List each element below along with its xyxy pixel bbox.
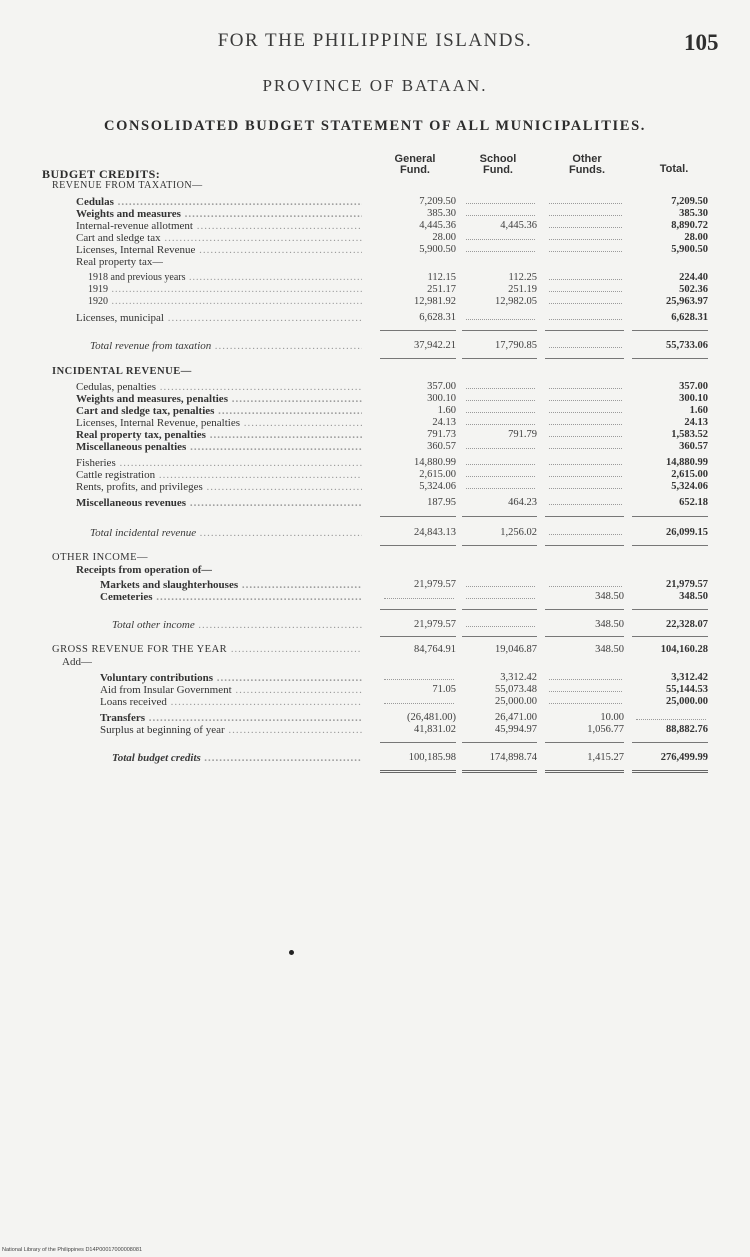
cell-total: 360.57 bbox=[679, 441, 708, 452]
row-label: Real property tax— bbox=[76, 256, 164, 268]
cell-other: 348.50 bbox=[595, 591, 624, 602]
row-label: Loans received ..... bbox=[100, 696, 362, 708]
row-label: Cemeteries ..... bbox=[100, 591, 362, 603]
cell-general: 300.10 bbox=[427, 393, 456, 404]
grand-total-rule bbox=[462, 770, 537, 773]
cell-total: 5,324.06 bbox=[671, 481, 708, 492]
total-rule bbox=[545, 358, 624, 359]
row-label: Total other income ..... bbox=[112, 619, 362, 631]
total-rule bbox=[545, 636, 624, 637]
row-label: Licenses, Internal Revenue ..... bbox=[76, 244, 362, 256]
table-row bbox=[0, 696, 750, 708]
cell-general: 5,900.50 bbox=[419, 244, 456, 255]
table-row bbox=[0, 312, 750, 324]
row-label: GROSS REVENUE FOR THE YEAR ..... bbox=[52, 644, 362, 656]
section-label: Receipts from operation of— bbox=[76, 564, 213, 576]
total-rule bbox=[632, 636, 708, 637]
subsection-receipts bbox=[0, 564, 750, 576]
cell-general: 28.00 bbox=[432, 232, 456, 243]
row-label: Total incidental revenue ..... bbox=[90, 527, 362, 539]
cell-total: 276,499.99 bbox=[660, 752, 708, 763]
col-head-other-funds: Other Funds. bbox=[568, 153, 606, 176]
table-row bbox=[0, 272, 750, 284]
table-row bbox=[0, 457, 750, 469]
row-label: Miscellaneous revenues ..... bbox=[76, 497, 362, 509]
row-label: Cedulas ..... bbox=[76, 196, 362, 208]
total-rule bbox=[632, 358, 708, 359]
cell-school: 4,445.36 bbox=[500, 220, 537, 231]
cell-total: 88,882.76 bbox=[666, 724, 708, 735]
cell-school: 3,312.42 bbox=[500, 672, 537, 683]
row-label: Real property tax, penalties ..... bbox=[76, 429, 362, 441]
table-row bbox=[0, 684, 750, 696]
row-label: Markets and slaughterhouses ..... bbox=[100, 579, 362, 591]
scan-footer: National Library of the Philippines D14P00017000008081 bbox=[2, 1247, 143, 1253]
running-head: FOR THE PHILIPPINE ISLANDS. bbox=[217, 30, 533, 51]
cell-total: 26,099.15 bbox=[666, 527, 708, 538]
cell-general: 14,880.99 bbox=[414, 457, 456, 468]
cell-school: 45,994.97 bbox=[495, 724, 537, 735]
cell-total: 28.00 bbox=[684, 232, 708, 243]
cell-total: 502.36 bbox=[679, 284, 708, 295]
cell-total: 3,312.42 bbox=[671, 672, 708, 683]
cell-general: 791.73 bbox=[427, 429, 456, 440]
cell-school: 251.19 bbox=[508, 284, 537, 295]
cell-total: 21,979.57 bbox=[666, 579, 708, 590]
cell-total: 25,963.97 bbox=[666, 296, 708, 307]
table-row bbox=[0, 405, 750, 417]
table-row bbox=[0, 381, 750, 393]
table-row bbox=[0, 417, 750, 429]
total-rule bbox=[380, 636, 456, 637]
table-row bbox=[0, 296, 750, 308]
cell-general: 37,942.21 bbox=[414, 340, 456, 351]
cell-school: 12,982.05 bbox=[495, 296, 537, 307]
cell-total: 300.10 bbox=[679, 393, 708, 404]
cell-total: 24.13 bbox=[684, 417, 708, 428]
cell-other: 10.00 bbox=[600, 712, 624, 723]
table-row bbox=[0, 429, 750, 441]
cell-total: 14,880.99 bbox=[666, 457, 708, 468]
subtotal-rule bbox=[380, 609, 456, 610]
table-row bbox=[0, 497, 750, 509]
cell-total: 25,000.00 bbox=[666, 696, 708, 707]
cell-other: 1,415.27 bbox=[587, 752, 624, 763]
row-label: Cart and sledge tax ..... bbox=[76, 232, 362, 244]
section-budget-credits: BUDGET CREDITS: bbox=[42, 167, 161, 181]
row-label: Aid from Insular Government ..... bbox=[100, 684, 362, 696]
cell-general: 1.60 bbox=[437, 405, 456, 416]
subtotal-rule bbox=[380, 330, 456, 331]
table-row bbox=[0, 393, 750, 405]
statement-title: CONSOLIDATED BUDGET STATEMENT OF ALL MUNICIPALITIES. bbox=[104, 118, 646, 134]
cell-school: 112.25 bbox=[508, 272, 537, 283]
row-label: Cattle registration ..... bbox=[76, 469, 362, 481]
subtotal-rule bbox=[545, 516, 624, 517]
cell-total: 7,209.50 bbox=[671, 196, 708, 207]
page-number: 105 bbox=[684, 30, 719, 55]
section-label: INCIDENTAL REVENUE— bbox=[52, 366, 192, 377]
table-row bbox=[0, 672, 750, 684]
cell-school: 1,256.02 bbox=[500, 527, 537, 538]
section-label: REVENUE FROM TAXATION— bbox=[52, 180, 203, 191]
cell-school: 174,898.74 bbox=[489, 752, 537, 763]
cell-general: 7,209.50 bbox=[419, 196, 456, 207]
grand-total-rule bbox=[632, 770, 708, 773]
table-row bbox=[0, 284, 750, 296]
cell-other: 348.50 bbox=[595, 644, 624, 655]
section-add bbox=[0, 656, 750, 668]
table-row bbox=[0, 244, 750, 256]
cell-total: 348.50 bbox=[679, 591, 708, 602]
row-label: Licenses, Internal Revenue, penalties ..... bbox=[76, 417, 362, 429]
subtotal-rule bbox=[632, 330, 708, 331]
row-label: Total budget credits ..... bbox=[112, 752, 362, 764]
cell-total: 104,160.28 bbox=[660, 644, 708, 655]
cell-total: 55,733.06 bbox=[666, 340, 708, 351]
cell-general: 385.30 bbox=[427, 208, 456, 219]
subtotal-rule bbox=[632, 516, 708, 517]
row-label: Cart and sledge tax, penalties ..... bbox=[76, 405, 362, 417]
total-row bbox=[0, 340, 750, 352]
cell-total: 22,328.07 bbox=[666, 619, 708, 630]
total-rule bbox=[462, 545, 537, 546]
cell-general: 360.57 bbox=[427, 441, 456, 452]
cell-general: 187.95 bbox=[427, 497, 456, 508]
col-head-total: Total. bbox=[659, 163, 689, 175]
total-rule bbox=[462, 358, 537, 359]
cell-school: 17,790.85 bbox=[495, 340, 537, 351]
cell-general: 251.17 bbox=[427, 284, 456, 295]
cell-general: 71.05 bbox=[432, 684, 456, 695]
row-label: Internal-revenue allotment ..... bbox=[76, 220, 362, 232]
grand-total-row bbox=[0, 752, 750, 764]
cell-total: 357.00 bbox=[679, 381, 708, 392]
cell-general: 6,628.31 bbox=[419, 312, 456, 323]
cell-general: 5,324.06 bbox=[419, 481, 456, 492]
table-row bbox=[0, 232, 750, 244]
subtotal-rule bbox=[380, 742, 456, 743]
grand-total-rule bbox=[545, 770, 624, 773]
row-label: Voluntary contributions ..... bbox=[100, 672, 362, 684]
subtotal-rule bbox=[545, 330, 624, 331]
row-label: Licenses, municipal ..... bbox=[76, 312, 362, 324]
table-row bbox=[0, 591, 750, 603]
section-revenue-taxation bbox=[0, 180, 750, 192]
cell-school: 26,471.00 bbox=[495, 712, 537, 723]
table-row bbox=[0, 579, 750, 591]
cell-general: 357.00 bbox=[427, 381, 456, 392]
cell-general: 112.15 bbox=[427, 272, 456, 283]
cell-general: 24,843.13 bbox=[414, 527, 456, 538]
row-label: 1918 and previous years ..... bbox=[88, 272, 362, 284]
cell-other: 348.50 bbox=[595, 619, 624, 630]
grand-total-rule bbox=[380, 770, 456, 773]
subtotal-rule bbox=[462, 742, 537, 743]
cell-school: 55,073.48 bbox=[495, 684, 537, 695]
total-rule bbox=[632, 545, 708, 546]
table-row bbox=[0, 208, 750, 220]
cell-total: 5,900.50 bbox=[671, 244, 708, 255]
subtotal-rule bbox=[632, 609, 708, 610]
cell-total: 55,144.53 bbox=[666, 684, 708, 695]
cell-total: 8,890.72 bbox=[671, 220, 708, 231]
table-row bbox=[0, 441, 750, 453]
cell-total: 224.40 bbox=[679, 272, 708, 283]
gross-revenue-row bbox=[0, 644, 750, 656]
row-label: 1920 ..... bbox=[88, 296, 362, 308]
section-other-income bbox=[0, 552, 750, 564]
total-rule bbox=[380, 545, 456, 546]
table-row bbox=[0, 469, 750, 481]
subtotal-rule bbox=[545, 742, 624, 743]
table-row bbox=[0, 196, 750, 208]
row-label: Cedulas, penalties ..... bbox=[76, 381, 362, 393]
row-label: 1919 ..... bbox=[88, 284, 362, 296]
subtotal-rule bbox=[462, 609, 537, 610]
row-label: Weights and measures ..... bbox=[76, 208, 362, 220]
cell-general: 12,981.92 bbox=[414, 296, 456, 307]
cell-total: 1,583.52 bbox=[671, 429, 708, 440]
cell-school: 25,000.00 bbox=[495, 696, 537, 707]
section-label: Add— bbox=[62, 656, 92, 668]
cell-total: 652.18 bbox=[679, 497, 708, 508]
cell-total: 385.30 bbox=[679, 208, 708, 219]
row-label: Surplus at beginning of year ..... bbox=[100, 724, 362, 736]
cell-general: 100,185.98 bbox=[408, 752, 456, 763]
cell-total: 1.60 bbox=[689, 405, 708, 416]
cell-general: 41,831.02 bbox=[414, 724, 456, 735]
cell-school: 19,046.87 bbox=[495, 644, 537, 655]
row-label: Transfers ..... bbox=[100, 712, 362, 724]
cell-general: 4,445.36 bbox=[419, 220, 456, 231]
table-row bbox=[0, 712, 750, 724]
total-rule bbox=[462, 636, 537, 637]
ink-speck bbox=[289, 950, 294, 955]
table-row bbox=[0, 724, 750, 736]
subtotal-rule bbox=[462, 516, 537, 517]
section-label: OTHER INCOME— bbox=[52, 552, 149, 563]
subtotal-rule bbox=[380, 516, 456, 517]
row-label: Rents, profits, and privileges ..... bbox=[76, 481, 362, 493]
row-label: Total revenue from taxation ..... bbox=[90, 340, 362, 352]
cell-school: 464.23 bbox=[508, 497, 537, 508]
total-rule bbox=[380, 358, 456, 359]
cell-general: 84,764.91 bbox=[414, 644, 456, 655]
table-row bbox=[0, 220, 750, 232]
subtotal-rule bbox=[632, 742, 708, 743]
total-row bbox=[0, 619, 750, 631]
cell-general: 21,979.57 bbox=[414, 619, 456, 630]
cell-general: 24.13 bbox=[432, 417, 456, 428]
cell-general: 21,979.57 bbox=[414, 579, 456, 590]
cell-school: 791.79 bbox=[508, 429, 537, 440]
total-rule bbox=[545, 545, 624, 546]
table-row bbox=[0, 481, 750, 493]
row-label: Fisheries ..... bbox=[76, 457, 362, 469]
subtotal-rule bbox=[462, 330, 537, 331]
cell-other: 1,056.77 bbox=[587, 724, 624, 735]
cell-general: (26,481.00) bbox=[407, 712, 456, 723]
cell-general: 2,615.00 bbox=[419, 469, 456, 480]
col-head-general-fund: General Fund. bbox=[394, 153, 436, 176]
row-label: Miscellaneous penalties ..... bbox=[76, 441, 362, 453]
section-incidental-revenue bbox=[0, 366, 750, 378]
col-head-school-fund: School Fund. bbox=[479, 153, 517, 176]
table-row bbox=[0, 256, 750, 268]
total-row bbox=[0, 527, 750, 539]
cell-total: 2,615.00 bbox=[671, 469, 708, 480]
province-title: PROVINCE OF BATAAN. bbox=[262, 76, 488, 95]
cell-total: 6,628.31 bbox=[671, 312, 708, 323]
row-label: Weights and measures, penalties ..... bbox=[76, 393, 362, 405]
subtotal-rule bbox=[545, 609, 624, 610]
